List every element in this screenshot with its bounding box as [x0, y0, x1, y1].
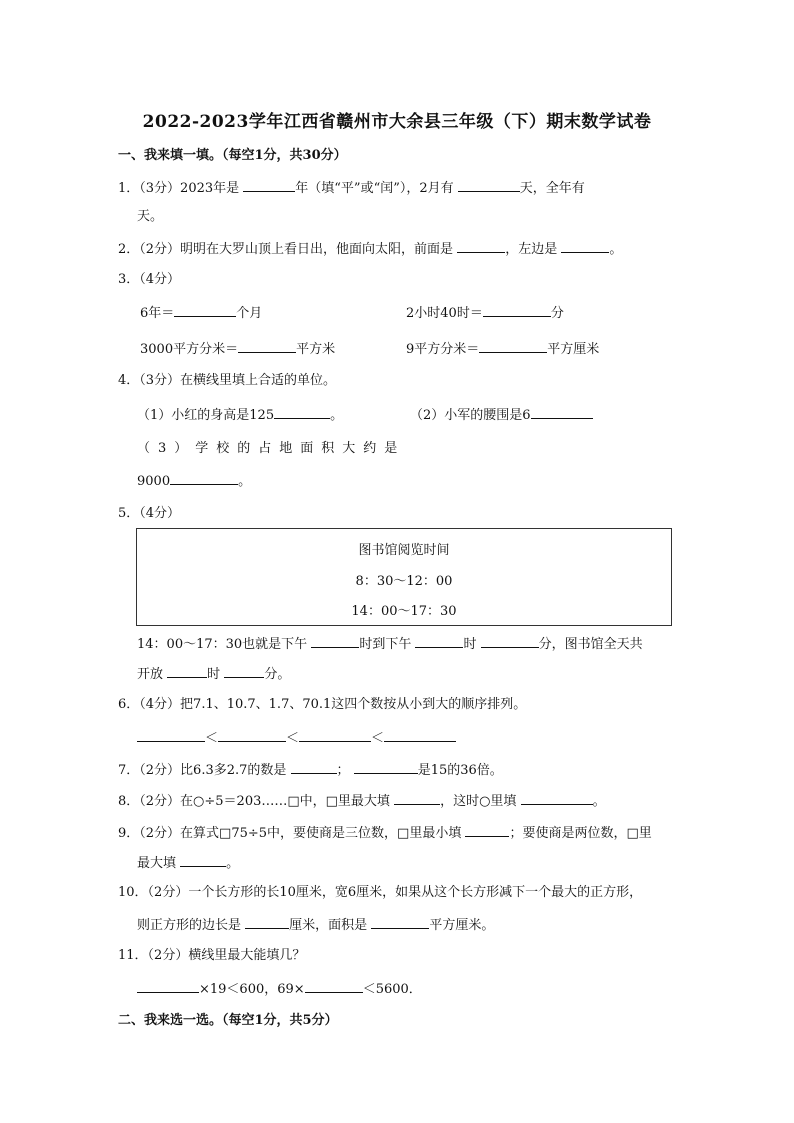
q11-blank-1[interactable] [137, 980, 199, 993]
section-2-heading: 二、我来选一选。（每空1分，共5分） [118, 1013, 338, 1028]
q4-sub-1 [137, 406, 343, 424]
q9-line-2 [137, 854, 239, 872]
q8-blank-1[interactable] [394, 792, 440, 805]
q8-a: 8．（2分）在○÷5＝203……□中，□里最大填 [118, 794, 390, 809]
q3-r1d: 分 [550, 306, 564, 321]
q10-line-1: 10．（2分）一个长方形的长10厘米，宽6厘米，如果从这个长方形减下一个最大的正方形， [118, 885, 643, 900]
q3-row2-right [406, 340, 599, 358]
q7-b: ； [336, 763, 350, 778]
q3-blank-2[interactable] [483, 304, 551, 317]
q4-s1a: （1）小红的身高是125 [137, 408, 275, 423]
q4-s3c: 。 [238, 474, 252, 489]
q4-blank-2[interactable] [531, 406, 593, 419]
q8-c: 。 [592, 794, 606, 809]
q5-e: 开放 [137, 667, 164, 682]
q5-g: 分。 [264, 667, 291, 682]
q4-sub-3-line2 [137, 472, 251, 490]
question-1 [118, 179, 585, 197]
question-9 [118, 824, 652, 842]
q11-expressions [137, 980, 422, 998]
library-hours-box [136, 528, 672, 626]
q7-a: 7．（2分）比6.3多2.7的数是 [118, 763, 287, 778]
q1-text-c: 天，全年有 [519, 181, 585, 196]
q5-blank-4[interactable] [167, 665, 207, 678]
q5-a: 14：00～17：30也就是下午 [137, 637, 308, 652]
q4-s2a: （2）小军的腰围是6 [410, 408, 531, 423]
question-8 [118, 792, 606, 810]
q8-blank-2[interactable] [521, 792, 593, 805]
q9-c: 最大填 [137, 856, 177, 871]
q3-r1c: 2小时40时＝ [406, 306, 483, 321]
q4-sub-3: （3）学校的占地面积大约是 [137, 441, 406, 456]
q4-s1b: 。 [330, 408, 344, 423]
q2-text-a: 2．（2分）明明在大罗山顶上看日出，他面向太阳，前面是 [118, 242, 454, 257]
q8-b: ，这时○里填 [440, 794, 517, 809]
q7-c: 是15的36倍。 [417, 763, 503, 778]
q10-c: 厘米，面积是 [289, 918, 368, 933]
less-than-2: ＜ [286, 731, 300, 746]
less-than-3: ＜ [371, 731, 385, 746]
q10-d: 平方厘米。 [429, 918, 495, 933]
q3-blank-1[interactable] [174, 304, 236, 317]
q5-d: 分，图书馆全天共 [538, 637, 643, 652]
q11-c: ＜5600． [362, 982, 422, 997]
q3-r2b: 平方米 [296, 342, 336, 357]
q3-r1b: 个月 [236, 306, 263, 321]
box-title: 图书馆阅览时间 [358, 543, 450, 558]
q7-blank-2[interactable] [354, 761, 418, 774]
q5-blank-3[interactable] [481, 635, 539, 648]
q4-s3b: 9000 [137, 474, 171, 489]
q3-blank-3[interactable] [238, 340, 296, 353]
q3-r1a: 6年＝ [140, 306, 175, 321]
q2-text-c: 。 [609, 242, 623, 257]
q4-blank-1[interactable] [274, 406, 330, 419]
q4-blank-3[interactable] [170, 472, 238, 485]
q11-text: 11．（2分）横线里最大能填几？ [118, 948, 306, 963]
q3-head: 3．（4分） [118, 272, 181, 287]
q6-blank-4[interactable] [384, 729, 456, 742]
q5-blank-1[interactable] [311, 635, 359, 648]
q6-blank-1[interactable] [137, 729, 205, 742]
q1-text-a: 1．（3分）2023年是 [118, 181, 240, 196]
q3-r2d: 平方厘米 [547, 342, 600, 357]
q9-d: 。 [226, 856, 240, 871]
box-line-1: 8：30～12：00 [355, 574, 453, 589]
q1-blank-2[interactable] [458, 179, 520, 192]
q9-blank-1[interactable] [465, 824, 509, 837]
q5-b: 时到下午 [359, 637, 412, 652]
question-2 [118, 240, 622, 258]
q11-b: ×19＜600，69× [199, 982, 305, 997]
q4-head: 4．（3分）在横线里填上合适的单位。 [118, 373, 337, 388]
page-title: 2022-2023学年江西省赣州市大余县三年级（下）期末数学试卷 [142, 112, 652, 132]
q3-row1-left [140, 304, 262, 322]
question-7 [118, 761, 503, 779]
q1-blank-1[interactable] [243, 179, 295, 192]
q5-blank-2[interactable] [415, 635, 463, 648]
q5-f: 时 [207, 667, 221, 682]
q6-text: 6．（4分）把7.1、10.7、1.7、70.1这四个数按从小到大的顺序排列。 [118, 697, 527, 712]
q3-r2a: 3000平方分米＝ [140, 342, 239, 357]
q9-blank-2[interactable] [180, 854, 226, 867]
q1-text-b: 年（填“平”或“闰”），2月有 [295, 181, 454, 196]
q2-text-b: ，左边是 [505, 242, 558, 257]
q6-blank-2[interactable] [218, 729, 286, 742]
q2-blank-2[interactable] [561, 240, 609, 253]
q3-row2-left [140, 340, 335, 358]
q9-b: ；要使商是两位数，□里 [509, 826, 652, 841]
q9-a: 9．（2分）在算式□75÷5中，要使商是三位数，□里最小填 [118, 826, 462, 841]
q5-head: 5．（4分） [118, 506, 181, 521]
q5-c: 时 [463, 637, 477, 652]
q10-blank-2[interactable] [371, 916, 429, 929]
q6-answer-row [137, 729, 456, 747]
q3-row1-right [406, 304, 564, 322]
q6-blank-3[interactable] [299, 729, 371, 742]
q5-line-1 [137, 635, 643, 653]
q3-blank-4[interactable] [479, 340, 547, 353]
q3-r2c: 9平方分米＝ [406, 342, 480, 357]
q10-b: 则正方形的边长是 [137, 918, 242, 933]
q1-text-d: 天。 [137, 209, 164, 224]
less-than-1: ＜ [205, 731, 219, 746]
q5-blank-5[interactable] [224, 665, 264, 678]
q10-line-2 [137, 916, 494, 934]
q10-blank-1[interactable] [245, 916, 289, 929]
q5-line-2 [137, 665, 290, 683]
q2-blank-1[interactable] [457, 240, 505, 253]
q11-blank-2[interactable] [305, 980, 363, 993]
box-line-2: 14：00～17：30 [351, 604, 457, 619]
q4-sub-2 [410, 406, 593, 424]
q7-blank-1[interactable] [291, 761, 337, 774]
section-1-heading: 一、我来填一填。（每空1分，共30分） [118, 148, 347, 163]
